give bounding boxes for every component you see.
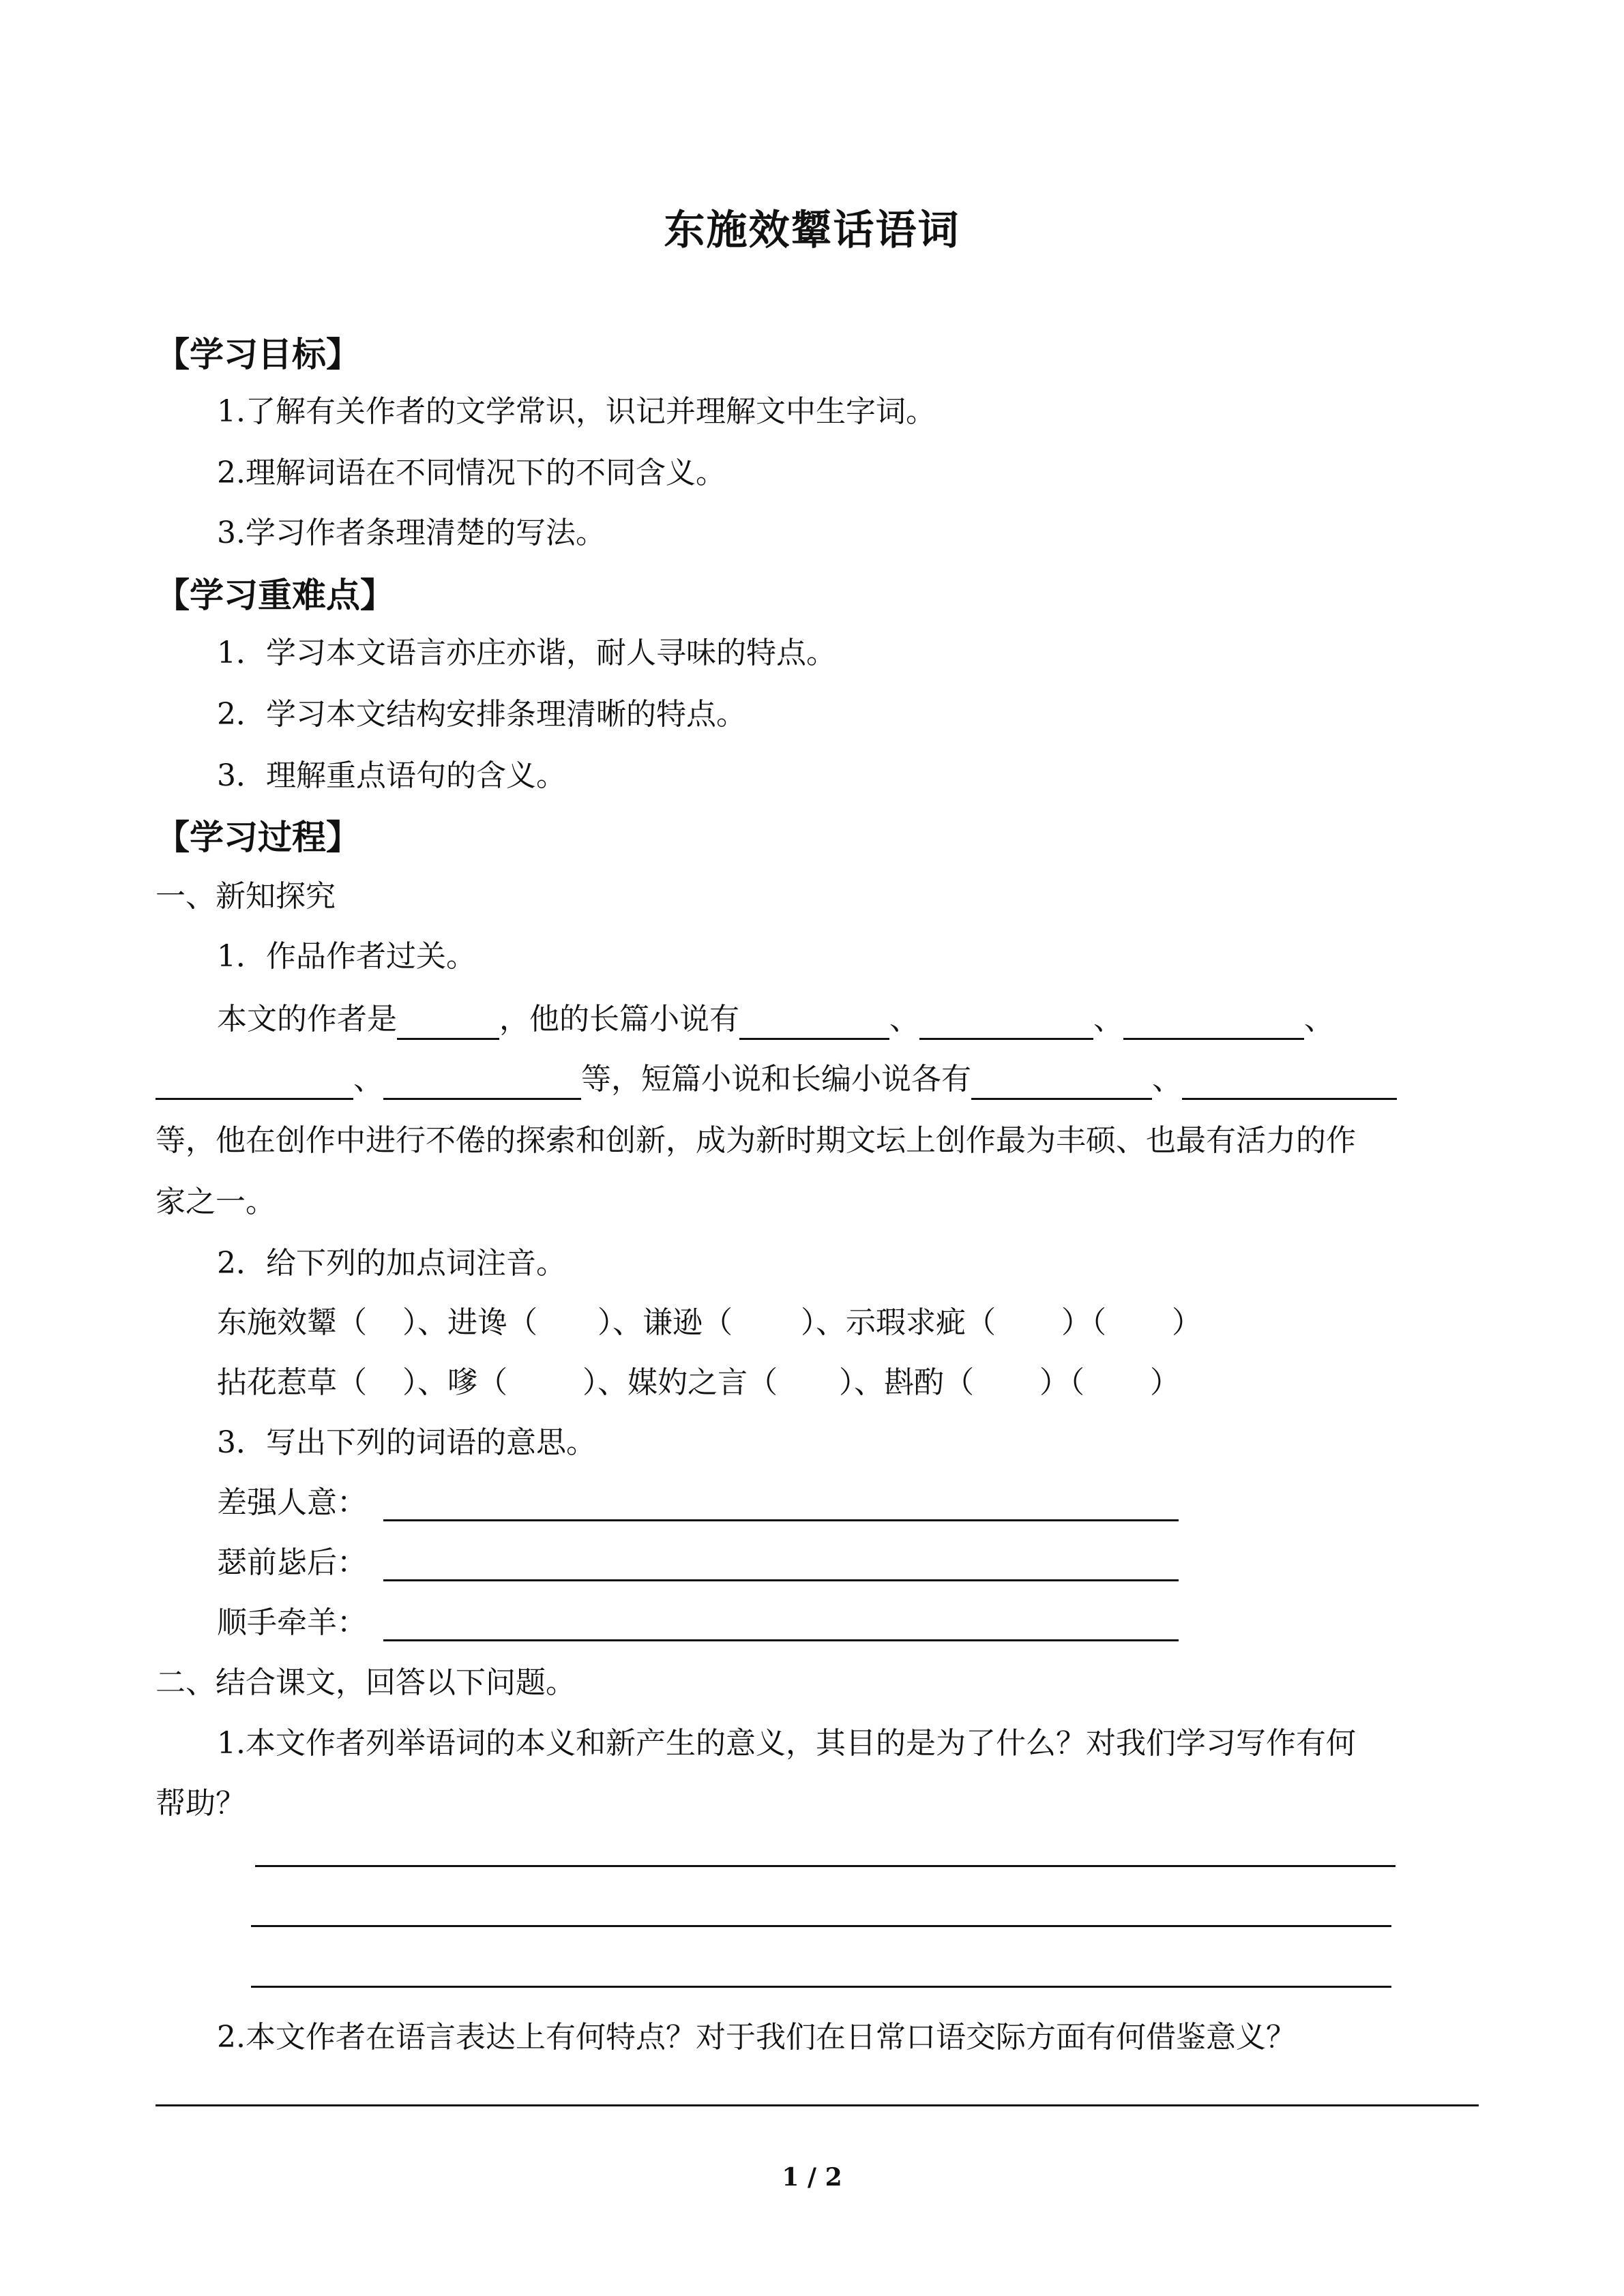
- part-two-title: 二、结合课文，回答以下问题。: [156, 1665, 576, 1700]
- page-number: 1 / 2: [782, 2163, 842, 2192]
- section-heading-process: 【学习过程】: [156, 817, 360, 857]
- novel-blank[interactable]: [383, 1064, 581, 1100]
- key-point-item: 3．理解重点语句的含义。: [217, 758, 566, 793]
- pinyin-word: 斟酌: [884, 1365, 944, 1400]
- pinyin-word: 嗲: [447, 1365, 477, 1400]
- section-heading-objectives: 【学习目标】: [156, 334, 360, 374]
- key-point-item: 2．学习本文结构安排条理清晰的特点。: [217, 697, 746, 732]
- author-fill-line-1: [217, 999, 1334, 1040]
- meaning-label: 顺手牵羊：: [217, 1605, 367, 1640]
- part-one-title: 一、新知探究: [156, 879, 336, 914]
- pinyin-row-1: 东施效颦（ ）、进谗（ ）、谦逊（ ）、示瑕求疵（ ）（ ）: [217, 1305, 1202, 1340]
- discussion-question-1: 1.本文作者列举语词的本义和新产生的意义，其目的是为了什么？对我们学习写作有何: [217, 1726, 1356, 1761]
- footer-divider: [156, 2104, 1479, 2106]
- author-paragraph-line: 等，他在创作中进行不倦的探索和创新，成为新时期文坛上创作最为丰硕、也最有活力的作: [156, 1123, 1356, 1158]
- pinyin-word: 媒妁之言: [628, 1365, 748, 1400]
- novel-blank[interactable]: [1123, 1004, 1304, 1040]
- story-blank[interactable]: [971, 1064, 1152, 1100]
- meaning-answer-line[interactable]: [383, 1519, 1179, 1521]
- separator: 、: [1304, 1002, 1334, 1037]
- page-title: 东施效颦话语词: [664, 207, 960, 254]
- meaning-label: 差强人意：: [217, 1485, 367, 1520]
- meaning-answer-line[interactable]: [383, 1579, 1179, 1581]
- separator: 、: [353, 1062, 383, 1097]
- question-2-title: 2．给下列的加点词注音。: [217, 1246, 566, 1281]
- question-3-title: 3．写出下列的词语的意思。: [217, 1425, 596, 1460]
- objective-item: 3.学习作者条理清楚的写法。: [217, 516, 606, 550]
- separator: 、: [1152, 1062, 1182, 1097]
- meaning-answer-line[interactable]: [383, 1639, 1179, 1641]
- fill-text: 等，短篇小说和长编小说各有: [581, 1062, 971, 1097]
- pinyin-word: 进谗: [447, 1305, 507, 1340]
- novel-blank[interactable]: [919, 1004, 1093, 1040]
- key-point-item: 1．学习本文语言亦庄亦谐，耐人寻味的特点。: [217, 636, 836, 670]
- discussion-answer-line[interactable]: [251, 1986, 1391, 1988]
- objective-item: 1.了解有关作者的文学常识，识记并理解文中生字词。: [217, 394, 936, 429]
- discussion-question-1-cont: 帮助？: [156, 1786, 246, 1821]
- fill-text: ，他的长篇小说有: [499, 1002, 739, 1037]
- separator: 、: [1093, 1002, 1123, 1037]
- discussion-answer-line[interactable]: [251, 1925, 1391, 1927]
- author-paragraph-line: 家之一。: [156, 1184, 276, 1219]
- pinyin-word: 拈花惹草: [217, 1365, 337, 1400]
- novel-blank[interactable]: [739, 1004, 889, 1040]
- section-heading-key-points: 【学习重难点】: [156, 575, 394, 615]
- pinyin-row-2: 拈花惹草（ ）、嗲（ ）、媒妁之言（ ）、斟酌（ ）（ ）: [217, 1365, 1180, 1400]
- pinyin-word: 示瑕求疵: [846, 1305, 966, 1340]
- objective-item: 2.理解词语在不同情况下的不同含义。: [217, 456, 726, 490]
- author-blank[interactable]: [397, 1004, 499, 1040]
- pinyin-word: 东施效颦: [217, 1305, 337, 1340]
- pinyin-word: 谦逊: [643, 1305, 703, 1340]
- separator: 、: [889, 1002, 919, 1037]
- discussion-answer-line[interactable]: [255, 1865, 1396, 1867]
- discussion-question-2: 2.本文作者在语言表达上有何特点？对于我们在日常口语交际方面有何借鉴意义？: [217, 2020, 1296, 2055]
- meaning-label: 瑟前毖后：: [217, 1545, 367, 1580]
- fill-text: 本文的作者是: [217, 1002, 397, 1037]
- author-fill-line-2: [156, 1059, 1397, 1100]
- novel-blank[interactable]: [156, 1064, 353, 1100]
- story-blank[interactable]: [1182, 1064, 1397, 1100]
- question-1-title: 1．作品作者过关。: [217, 939, 476, 974]
